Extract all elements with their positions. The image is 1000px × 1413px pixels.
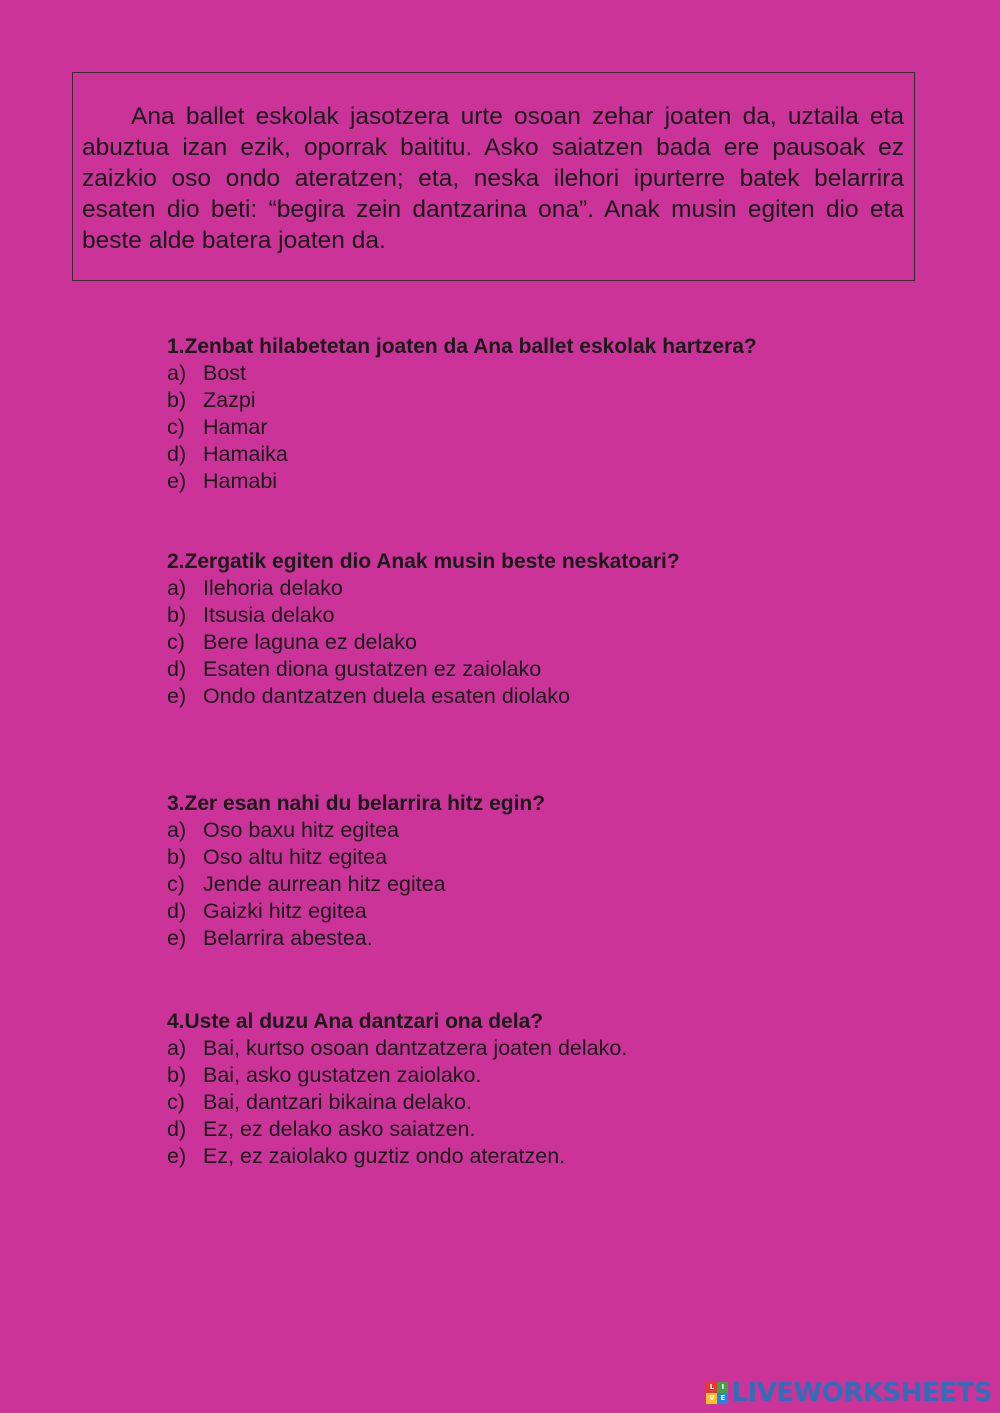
option-a[interactable]: [167, 817, 887, 844]
option-text: Bai, dantzari bikaina delako.: [203, 1090, 472, 1114]
option-b[interactable]: [167, 387, 887, 414]
option-letter: c): [167, 630, 185, 654]
option-letter: b): [167, 845, 187, 869]
option-letter: d): [167, 657, 187, 681]
option-c[interactable]: [167, 629, 887, 656]
logo-tile: L: [706, 1382, 717, 1393]
brand-text: LIVEWORKSHEETS: [731, 1378, 992, 1408]
option-letter: b): [167, 388, 187, 412]
question-3: [167, 790, 887, 952]
option-c[interactable]: [167, 871, 887, 898]
option-text: Hamabi: [203, 469, 278, 493]
option-text: Bai, kurtso osoan dantzatzera joaten delako.: [203, 1036, 628, 1060]
option-text: Oso baxu hitz egitea: [203, 818, 400, 842]
option-text: Gaizki hitz egitea: [203, 899, 367, 923]
option-letter: e): [167, 684, 187, 708]
option-e[interactable]: [167, 925, 887, 952]
reading-box: [72, 72, 915, 281]
option-text: Itsusia delako: [203, 603, 335, 627]
option-text: Ondo dantzatzen duela esaten diolako: [203, 684, 570, 708]
option-text: Ez, ez zaiolako guztiz ondo ateratzen.: [203, 1144, 566, 1168]
option-text: Esaten diona gustatzen ez zaiolako: [203, 657, 542, 681]
logo-tile: V: [706, 1393, 717, 1404]
option-text: Ez, ez delako asko saiatzen.: [203, 1117, 476, 1141]
option-e[interactable]: [167, 1143, 887, 1170]
option-letter: e): [167, 1144, 187, 1168]
option-letter: b): [167, 603, 187, 627]
option-b[interactable]: [167, 844, 887, 871]
option-d[interactable]: [167, 898, 887, 925]
option-a[interactable]: [167, 1035, 887, 1062]
option-letter: c): [167, 415, 185, 439]
option-text: Jende aurrean hitz egitea: [203, 872, 446, 896]
option-letter: d): [167, 899, 187, 923]
reading-text: Ana ballet eskolak jasotzera urte osoan zehar joaten da, uztaila eta abuztua izan ezik, oporrak baititu. Asko saiatzen bada ere pausoak ez zaizkio oso ondo ateratzen; eta, neska ilehori ipurterre batek belarrira esaten dio beti: “begira zein dantzarina ona”. Anak musin egiten dio eta beste alde batera joaten da.: [82, 103, 904, 254]
option-letter: c): [167, 872, 185, 896]
option-d[interactable]: [167, 441, 887, 468]
option-b[interactable]: [167, 1062, 887, 1089]
option-letter: d): [167, 1117, 187, 1141]
option-c[interactable]: [167, 1089, 887, 1116]
option-text: Belarrira abestea.: [203, 926, 373, 950]
option-text: Oso altu hitz egitea: [203, 845, 388, 869]
option-text: Bost: [203, 361, 247, 385]
live-logo-icon: [706, 1382, 728, 1404]
option-text: Ilehoria delako: [203, 576, 343, 600]
option-letter: a): [167, 1036, 187, 1060]
option-a[interactable]: [167, 360, 887, 387]
logo-tile: I: [717, 1382, 728, 1393]
option-b[interactable]: [167, 602, 887, 629]
question-title: 4.Uste al duzu Ana dantzari ona dela?: [167, 1010, 544, 1033]
option-letter: a): [167, 818, 187, 842]
question-4: [167, 1008, 887, 1170]
option-d[interactable]: [167, 656, 887, 683]
option-text: Hamaika: [203, 442, 288, 466]
question-1: [167, 333, 887, 495]
option-text: Bere laguna ez delako: [203, 630, 417, 654]
question-title: 3.Zer esan nahi du belarrira hitz egin?: [167, 792, 546, 815]
option-letter: e): [167, 469, 187, 493]
option-text: Hamar: [203, 415, 268, 439]
option-d[interactable]: [167, 1116, 887, 1143]
question-title: 1.Zenbat hilabetetan joaten da Ana ballet eskolak hartzera?: [167, 335, 757, 358]
option-letter: d): [167, 442, 187, 466]
option-c[interactable]: [167, 414, 887, 441]
option-letter: e): [167, 926, 187, 950]
logo-tile: E: [717, 1393, 728, 1404]
option-letter: a): [167, 576, 187, 600]
option-e[interactable]: [167, 683, 887, 710]
question-title: 2.Zergatik egiten dio Anak musin beste neskatoari?: [167, 550, 680, 573]
option-letter: b): [167, 1063, 187, 1087]
liveworksheets-brand: [706, 1376, 992, 1410]
option-e[interactable]: [167, 468, 887, 495]
option-text: Bai, asko gustatzen zaiolako.: [203, 1063, 482, 1087]
question-2: [167, 548, 887, 710]
option-letter: a): [167, 361, 187, 385]
option-text: Zazpi: [203, 388, 256, 412]
option-a[interactable]: [167, 575, 887, 602]
option-letter: c): [167, 1090, 185, 1114]
